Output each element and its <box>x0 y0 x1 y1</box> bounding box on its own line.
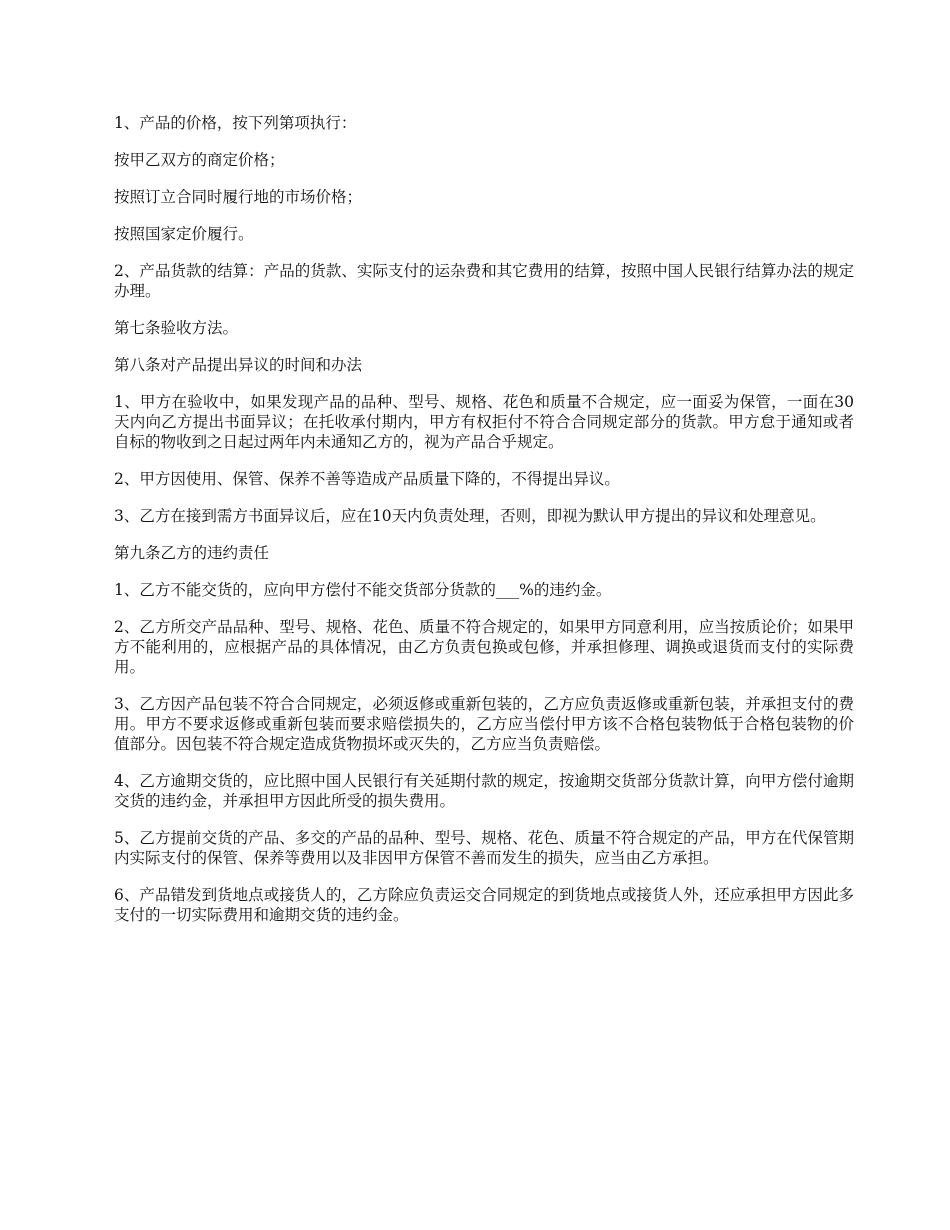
paragraph-objection-misuse: 2、甲方因使用、保管、保养不善等造成产品质量下降的，不得提出异议。 <box>114 470 620 488</box>
paragraph-liability-nonconforming: 2、乙方所交产品品种、型号、规格、花色、质量不符合规定的，如果甲方同意利用，应当按质论价；如果甲方不能利用的，应根据产品的具体情况，由乙方负责包换或包修，并承担修理、调换或退货而支付的实际费用。 <box>114 618 854 676</box>
paragraph-payment-settlement: 2、产品货款的结算：产品的货款、实际支付的运杂费和其它费用的结算，按照中国人民银行结算办法的规定办理。 <box>114 262 854 300</box>
paragraph-liability-misdelivery: 6、产品错发到货地点或接货人的，乙方除应负责运交合同规定的到货地点或接货人外，还应承担甲方因此多支付的一切实际费用和逾期交货的违约金。 <box>114 886 854 924</box>
paragraph-liability-early-delivery: 5、乙方提前交货的产品、多交的产品的品种、型号、规格、花色、质量不符合规定的产品，甲方在代保管期内实际支付的保管、保养等费用以及非因甲方保管不善而发生的损失，应当由乙方承担。 <box>114 829 854 867</box>
paragraph-liability-no-delivery: 1、乙方不能交货的，应向甲方偿付不能交货部分货款的___%的违约金。 <box>114 581 612 599</box>
paragraph-liability-late-delivery: 4、乙方逾期交货的，应比照中国人民银行有关延期付款的规定，按逾期交货部分货款计算，向甲方偿付逾期交货的违约金，并承担甲方因此所受的损失费用。 <box>114 772 854 810</box>
paragraph-price-clause: 1、产品的价格，按下列第项执行： <box>114 114 357 132</box>
document-body <box>114 113 854 942</box>
paragraph-price-option-state: 按照国家定价履行。 <box>114 225 254 243</box>
paragraph-liability-packaging: 3、乙方因产品包装不符合合同规定，必须返修或重新包装的，乙方应负责返修或重新包装，并承担支付的费用。甲方不要求返修或重新包装而要求赔偿损失的，乙方应当偿付甲方该不合格包装物低于合格包装物的价值部分。因包装不符合规定造成货物损坏或灭失的，乙方应当负责赔偿。 <box>114 695 854 753</box>
paragraph-price-option-market: 按照订立合同时履行地的市场价格； <box>114 188 363 206</box>
heading-article-7: 第七条验收方法。 <box>114 319 239 337</box>
paragraph-objection-inspection: 1、甲方在验收中，如果发现产品的品种、型号、规格、花色和质量不合规定，应一面妥为保管，一面在30天内向乙方提出书面异议；在托收承付期内，甲方有权拒付不符合合同规定部分的货款。甲方怠于通知或者自标的物收到之日起过两年内未通知乙方的，视为产品合乎规定。 <box>114 393 854 451</box>
heading-article-8: 第八条对产品提出异议的时间和办法 <box>114 356 363 374</box>
heading-article-9: 第九条乙方的违约责任 <box>114 544 270 562</box>
paragraph-price-option-negotiated: 按甲乙双方的商定价格； <box>114 151 285 169</box>
paragraph-objection-handling: 3、乙方在接到需方书面异议后，应在10天内负责处理，否则，即视为默认甲方提出的异议和处理意见。 <box>114 507 826 525</box>
